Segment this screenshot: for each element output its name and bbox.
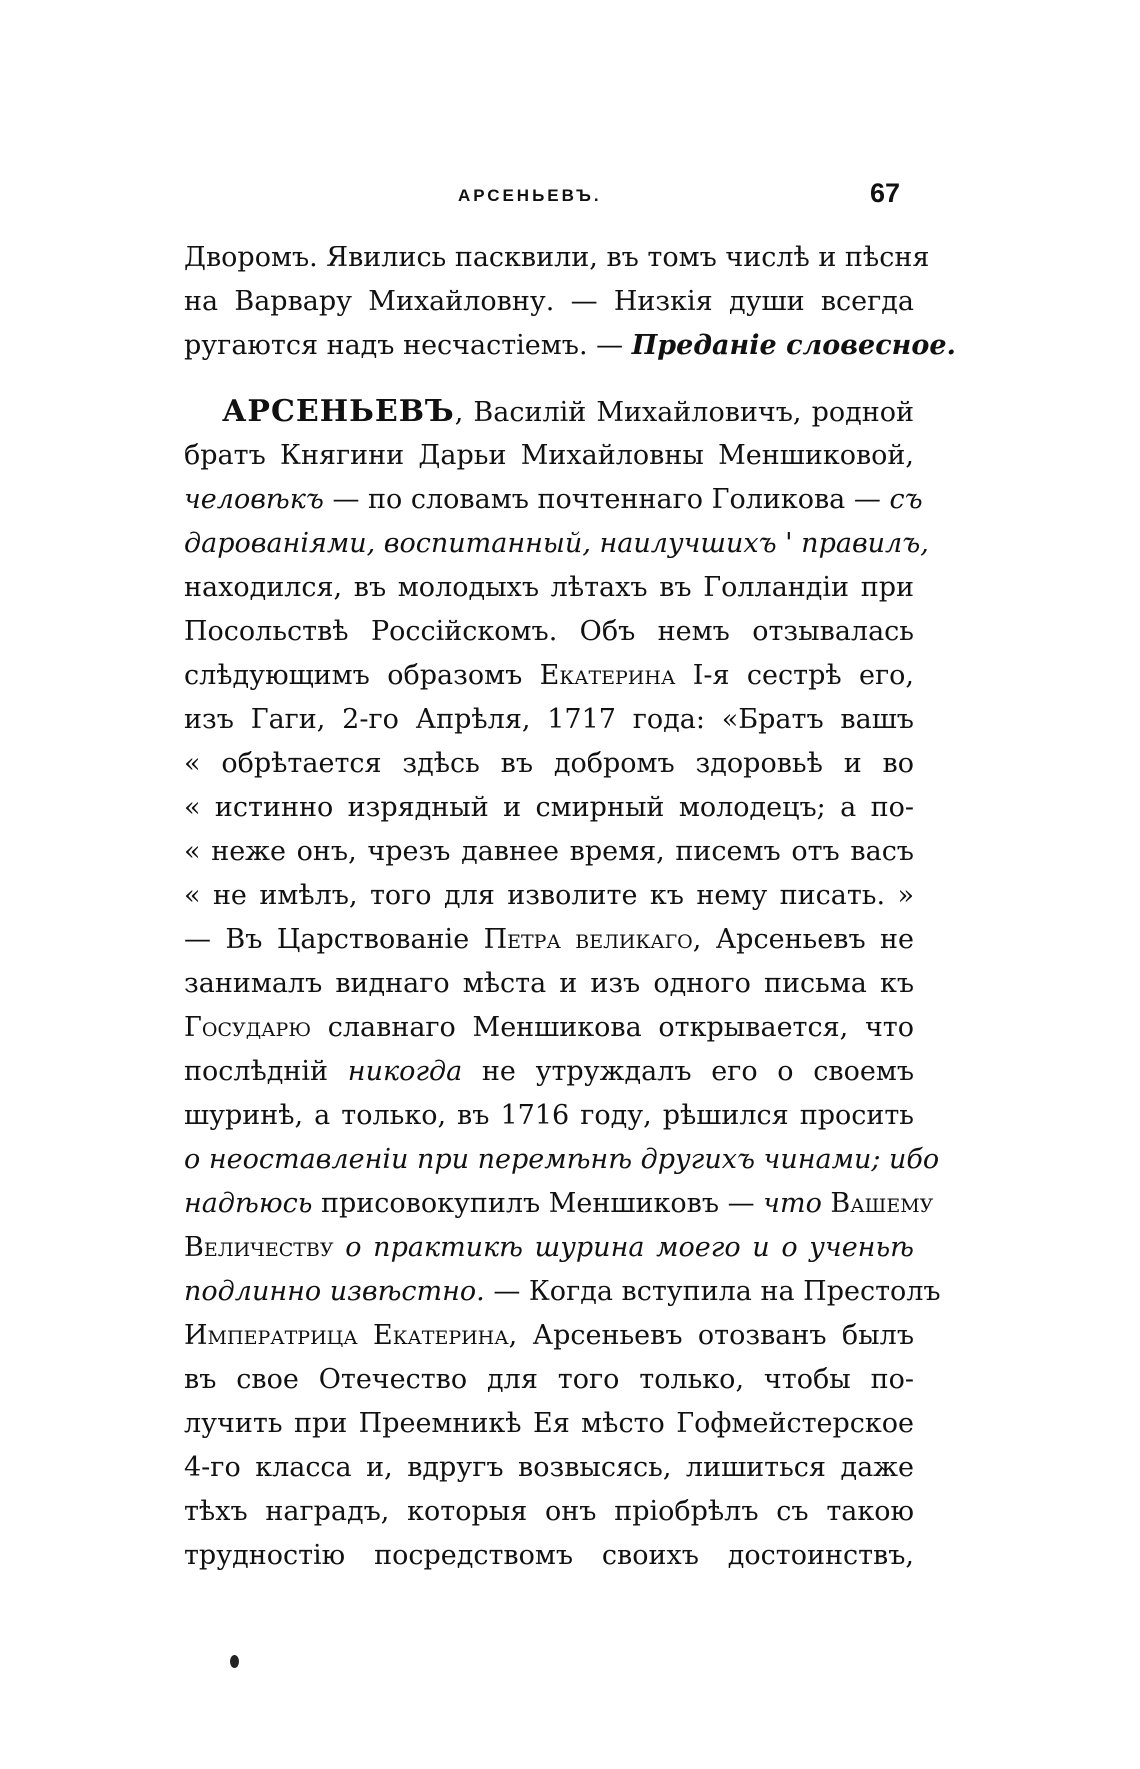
text-line: на Варвару Михайловну. — Низкія души всегда (184, 286, 914, 317)
text-segment: присовокупилъ Меншиковъ — (312, 1188, 764, 1219)
text-segment: — Въ Царствованіе (184, 924, 484, 955)
text-segment: послѣдній (184, 1056, 348, 1087)
text-segment: что (763, 1188, 822, 1219)
running-title: АРСЕНЬЕВЪ. (458, 186, 602, 205)
text-line: дарованіями, воспитанный, наилучшихъ ' правилъ, (184, 528, 929, 559)
text-line (184, 918, 914, 962)
text-segment: славнаго Меншикова открывается, что (311, 1012, 914, 1043)
running-head (0, 178, 1140, 218)
text-segment: съ (889, 484, 923, 515)
entry-paragraph (184, 390, 941, 1578)
text-line: о неоставленіи при перемѣнѣ другихъ чинами; ибо (184, 1144, 940, 1175)
text-line: трудностію посредствомъ своихъ достоинствъ, (184, 1540, 914, 1571)
ink-speck (230, 1655, 239, 1668)
text-segment: человѣкъ (184, 484, 324, 515)
text-segment: о практикѣ шурина моего и о ученьѣ (333, 1232, 914, 1263)
text-segment: Императрица Екатерина (184, 1320, 509, 1351)
text-line (184, 1314, 914, 1358)
text-segment: Государю (184, 1012, 312, 1043)
text-segment: надѣюсь (184, 1188, 313, 1219)
text-segment: Петра великаго (483, 924, 693, 955)
text-line: « истинно изрядный и смирный молодецъ; а по- (184, 792, 914, 823)
text-segment: Величеству (184, 1232, 334, 1263)
text-line: шуринѣ, а только, въ 1716 году, рѣшился просить (184, 1100, 914, 1131)
text-line: « не имѣлъ, того для изволите къ нему писать. » (184, 880, 914, 911)
text-line (184, 478, 923, 522)
text-line (184, 1270, 941, 1314)
text-line: находился, въ молодыхъ лѣтахъ въ Голландіи при (184, 572, 914, 603)
text-line: лучить при Преемникѣ Ея мѣсто Гофмейстерское (184, 1408, 914, 1439)
text-line: тѣхъ наградъ, которыя онъ пріобрѣлъ съ такою (184, 1496, 914, 1527)
text-line (184, 1226, 914, 1270)
text-segment: — Когда вступила на Престолъ (484, 1276, 941, 1307)
text-line: братъ Княгини Дарьи Михайловны Меншиковой, (184, 440, 914, 471)
source-citation: Преданіе словесное. (631, 330, 956, 361)
text-segment: слѣдующимъ образомъ (184, 660, 540, 691)
text-line: Дворомъ. Явились пасквили, въ томъ числѣ и пѣсня (184, 242, 930, 273)
text-line: 4-го класса и, вдругъ возвысясь, лишиться даже (184, 1452, 914, 1483)
text-segment: , Арсеньевъ отозванъ былъ (508, 1320, 915, 1351)
text-segment: никогда (347, 1056, 463, 1087)
text-segment: , Василій Михайловичъ, родной (454, 397, 914, 428)
text-line: изъ Гаги, 2-го Апрѣля, 1717 года: «Братъ вашъ (184, 704, 914, 735)
text-line: Посольствѣ Россійскомъ. Объ немъ отзывалась (184, 616, 914, 647)
text-line (184, 390, 914, 434)
text-line (184, 1182, 934, 1226)
text-line (184, 1006, 914, 1050)
text-segment: ругаются надъ несчастіемъ. — (184, 330, 632, 361)
text-line (184, 654, 914, 698)
text-segment: подлинно извѣстно. (184, 1276, 485, 1307)
text-line: « неже онъ, чрезъ давнее время, писемъ отъ васъ (184, 836, 914, 867)
text-segment: не утруждалъ его о своемъ (462, 1056, 915, 1087)
page-number: 67 (870, 178, 901, 208)
text-segment: I-я сестрѣ его, (675, 660, 914, 691)
text-line: « обрѣтается здѣсь въ добромъ здоровьѣ и во (184, 748, 914, 779)
text-segment: , Арсеньевъ не (692, 924, 914, 955)
text-line: въ свое Отечество для того только, чтобы по- (184, 1364, 914, 1395)
text-segment: — по словамъ почтеннаго Голикова — (323, 484, 890, 515)
text-segment: Екатерина (539, 660, 676, 691)
entry-headword: АРСЕНЬЕВЪ (222, 394, 455, 429)
paragraph-continuation (184, 236, 956, 368)
text-line (184, 324, 956, 368)
text-segment: Вашему (821, 1188, 934, 1219)
text-line (184, 1050, 914, 1094)
text-line: занималъ виднаго мѣста и изъ одного письма къ (184, 968, 914, 999)
